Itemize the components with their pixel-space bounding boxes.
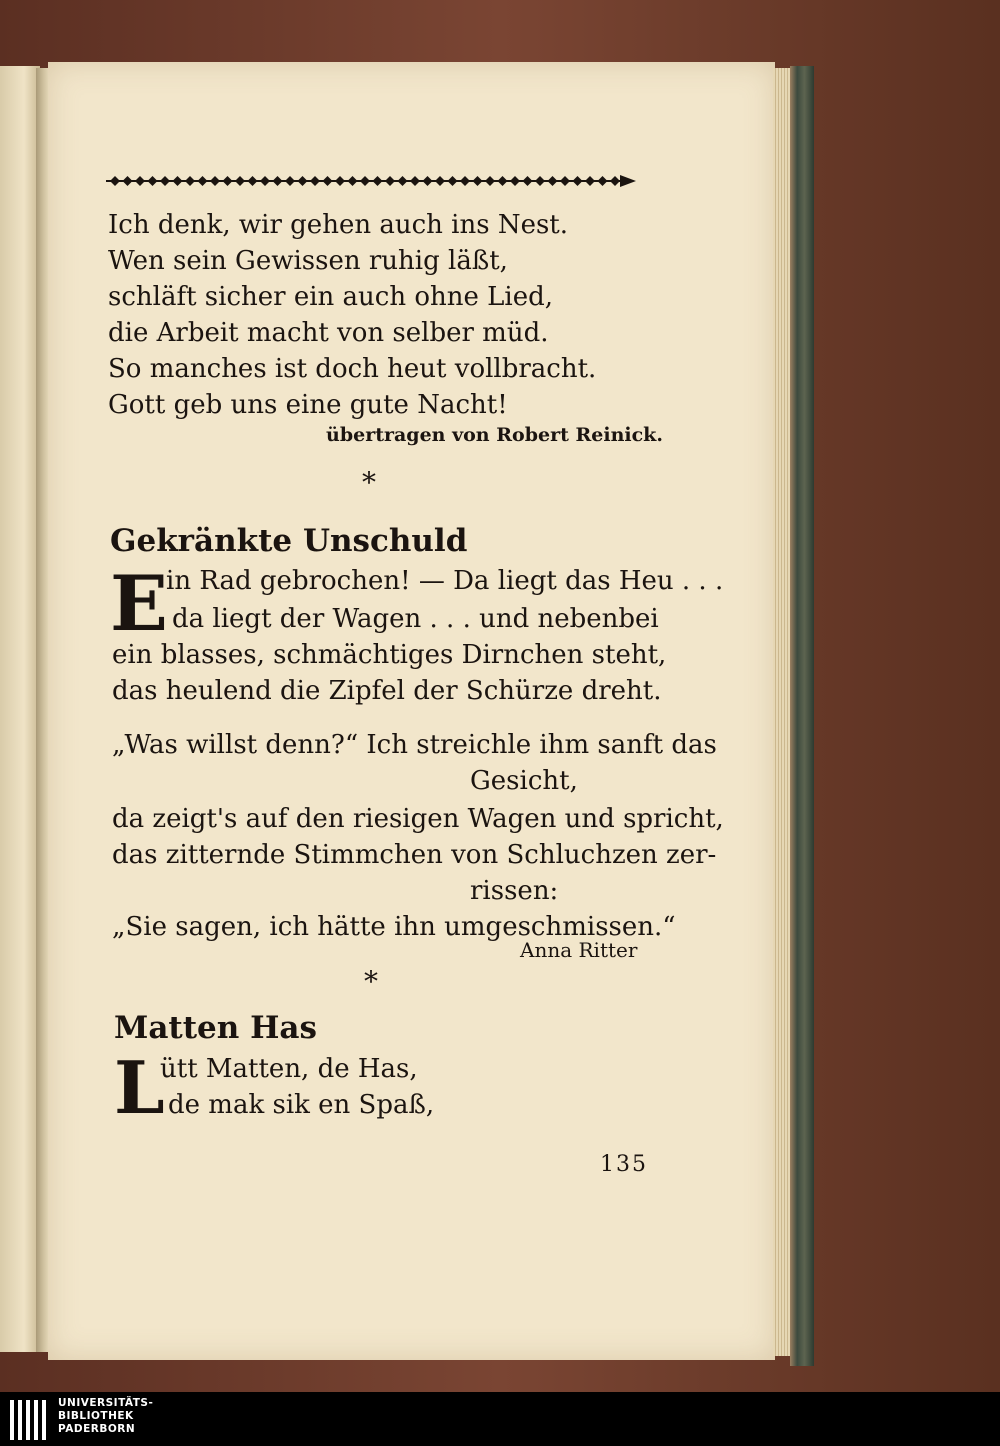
ornament-diamond <box>485 176 495 186</box>
ornament-diamond <box>223 176 233 186</box>
poem1-line-2: Wen sein Gewissen ruhig läßt, <box>108 246 508 276</box>
ornament-diamond <box>260 176 270 186</box>
poem2-line-3: ein blasses, schmächtiges Dirnchen steht, <box>112 640 667 670</box>
ornament-diamond <box>298 176 308 186</box>
ornament-diamond <box>585 176 595 186</box>
library-name-line-1: UNIVERSITÄTS- <box>58 1397 154 1409</box>
ornament-diamond <box>185 176 195 186</box>
book-cover-edge <box>790 66 814 1366</box>
ornament-diamond <box>198 176 208 186</box>
ornament-diamond <box>423 176 433 186</box>
ornament-diamond <box>573 176 583 186</box>
page-edges <box>773 68 791 1356</box>
ornament-diamond <box>348 176 358 186</box>
poem2-author: Anna Ritter <box>520 938 638 962</box>
poem1-line-6: Gott geb uns eine gute Nacht! <box>108 390 508 420</box>
ornament-diamond <box>273 176 283 186</box>
library-name-line-3: PADERBORN <box>58 1423 136 1435</box>
separator-asterisk-2: * <box>364 965 378 998</box>
ornament-diamond <box>385 176 395 186</box>
poem2-stanza2-line-1: „Was willst denn?“ Ich streichle ihm sanft das <box>112 730 717 760</box>
ornament-diamond <box>510 176 520 186</box>
ornament-diamond <box>598 176 608 186</box>
ornament-diamond <box>398 176 408 186</box>
poem2-title: Gekränkte Unschuld <box>110 523 468 559</box>
ornament-diamond <box>498 176 508 186</box>
ornament-diamond <box>173 176 183 186</box>
poem3-dropcap: L <box>114 1045 165 1130</box>
ornament-diamond <box>435 176 445 186</box>
library-name-line-2: BIBLIOTHEK <box>58 1410 134 1422</box>
ornamental-rule <box>106 172 636 190</box>
ornament-diamond <box>548 176 558 186</box>
poem2-stanza2-line-3: da zeigt's auf den riesigen Wagen und spricht, <box>112 804 724 834</box>
ornament-diamond <box>285 176 295 186</box>
ornament-diamond <box>360 176 370 186</box>
library-logo-icon <box>8 1398 48 1442</box>
ornament-diamond <box>123 176 133 186</box>
ornament-diamond <box>335 176 345 186</box>
poem1-line-5: So manches ist doch heut vollbracht. <box>108 354 597 384</box>
ornament-diamond <box>235 176 245 186</box>
poem1-credit: übertragen von Robert Reinick. <box>326 424 663 446</box>
poem2-stanza2-line-5: rissen: <box>470 876 559 906</box>
ornament-diamond <box>460 176 470 186</box>
left-page-edge <box>0 66 40 1352</box>
poem3-title: Matten Has <box>114 1010 317 1046</box>
poem3-line-2: de mak sik en Spaß, <box>168 1090 435 1120</box>
poem2-line-2: da liegt der Wagen . . . und nebenbei <box>172 604 659 634</box>
ornament-diamond <box>560 176 570 186</box>
poem2-stanza2-line-4: das zitternde Stimmchen von Schluchzen zer- <box>112 840 717 870</box>
ornament-diamond <box>135 176 145 186</box>
library-name <box>58 1397 153 1436</box>
ornament-diamond <box>310 176 320 186</box>
ornament-diamond <box>410 176 420 186</box>
poem2-stanza2-line-6: „Sie sagen, ich hätte ihn umgeschmissen.“ <box>112 912 676 942</box>
ornament-diamond <box>373 176 383 186</box>
separator-asterisk-1: * <box>362 466 376 499</box>
ornament-diamond <box>535 176 545 186</box>
poem1-line-1: Ich denk, wir gehen auch ins Nest. <box>108 210 569 240</box>
poem2-dropcap: E <box>110 559 168 648</box>
poem3-line-1: ütt Matten, de Has, <box>160 1054 418 1084</box>
ornament-diamond <box>210 176 220 186</box>
ornament-diamond <box>323 176 333 186</box>
ornament-diamond <box>448 176 458 186</box>
ornament-diamond <box>160 176 170 186</box>
ornament-diamond <box>473 176 483 186</box>
ornament-diamond <box>248 176 258 186</box>
ornament-diamond <box>610 176 620 186</box>
ornament-diamond <box>110 176 120 186</box>
poem1-line-4: die Arbeit macht von selber müd. <box>108 318 549 348</box>
poem1-line-3: schläft sicher ein auch ohne Lied, <box>108 282 554 312</box>
poem2-line-4: das heulend die Zipfel der Schürze dreht. <box>112 676 662 706</box>
poem2-stanza2-line-2: Gesicht, <box>470 766 578 796</box>
poem2-line-1: in Rad gebrochen! — Da liegt das Heu . . . <box>166 566 724 596</box>
ornament-diamond <box>148 176 158 186</box>
page-number: 135 <box>600 1152 648 1177</box>
ornament-diamond <box>523 176 533 186</box>
